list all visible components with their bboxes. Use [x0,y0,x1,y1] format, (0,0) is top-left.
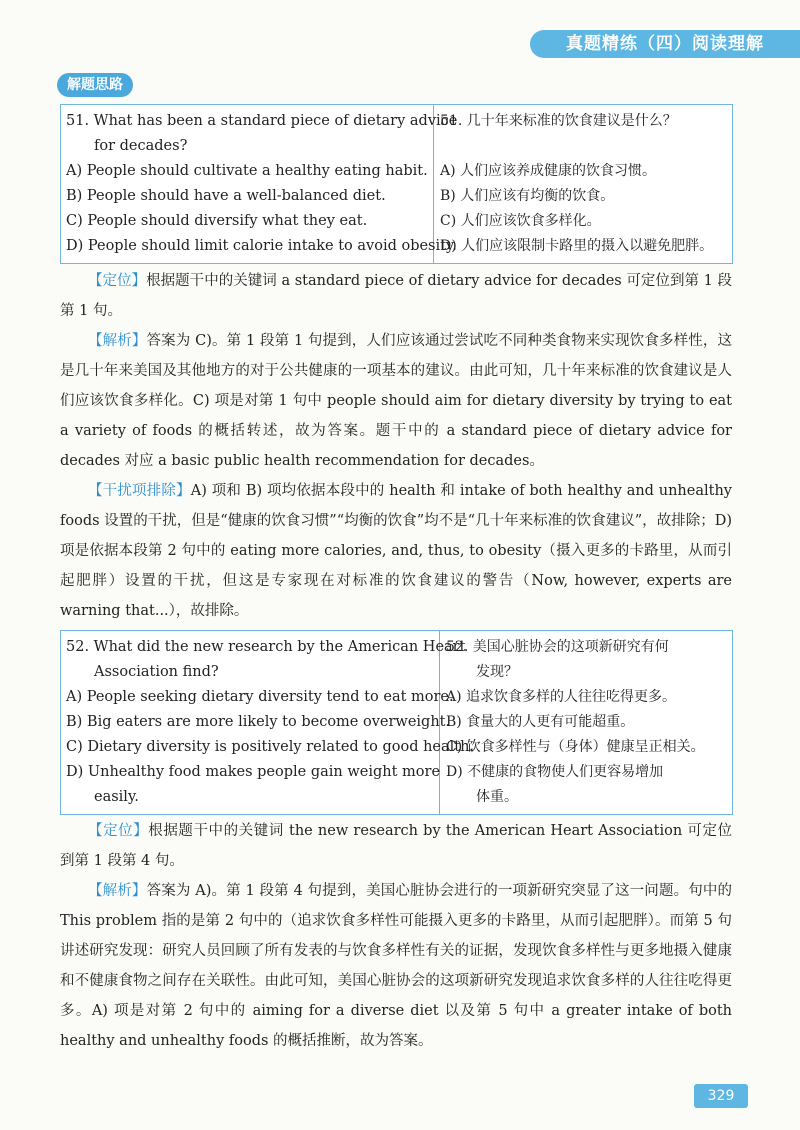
distractor-text: A) 项和 B) 项均依据本段中的 health 和 intake of both healthy and unhealthy foods 设置的干扰，但是“健康的饮食习惯”“均衡的饮食”均不是“几十年来标准的饮食建议”，故排除；D) 项是依据本段第 2 句中的 eating more calories, and, thus, to obesity（摄入更多的卡路里，从而引起肥胖）设置的干扰，但这是专家现在对标准的饮食建议的警告（Now, however, experts are warning that...），故排除。 [60,483,732,619]
option-d-cont: easily. [94,789,139,805]
option-a: A) People should cultivate a healthy eating habit. [66,163,428,179]
locate-tag: 【定位】 [88,273,147,289]
question-52-chinese [440,631,732,814]
option-b-zh: B) 食量大的人更有可能超重。 [446,714,635,730]
section-header: 真题精练（四）阅读理解 [530,30,800,58]
question-52-english [61,631,475,814]
locate-text: 根据题干中的关键词 the new research by the American Heart Association 可定位到第 1 段第 4 句。 [60,823,733,869]
locate-text: 根据题干中的关键词 a standard piece of dietary advice for decades 可定位到第 1 段第 1 句。 [60,273,733,319]
option-d: D) People should limit calorie intake to avoid obesity. [66,238,457,254]
q52-analysis-paragraph [60,876,732,1056]
question-51-chinese [434,105,732,263]
option-d: D) Unhealthy food makes people gain weight more [66,764,441,780]
analysis-tag: 【解析】 [88,333,147,349]
option-b-zh: B) 人们应该有均衡的饮食。 [440,188,615,204]
question-text-cont: Association find? [94,664,219,680]
question-52-table [60,630,733,815]
question-text-cont: for decades? [94,138,188,154]
analysis-tag: 【解析】 [88,883,147,899]
option-b: B) People should have a well-balanced diet. [66,188,386,204]
option-a-zh: A) 人们应该养成健康的饮食习惯。 [440,163,657,179]
question-text-zh-cont: 发现？ [476,664,518,680]
question-text: 51. What has been a standard piece of dietary advice [66,113,458,129]
question-51-english [61,105,458,263]
q51-analysis-paragraph [60,326,732,476]
question-text: 52. What did the new research by the American Heart [66,639,466,655]
q52-locate-paragraph [60,816,732,876]
option-c-zh: C) 饮食多样性与（身体）健康呈正相关。 [446,739,705,755]
option-d-zh: D) 人们应该限制卡路里的摄入以避免肥胖。 [440,238,714,254]
option-d-zh-cont: 体重。 [476,789,518,805]
question-text-zh: 52. 美国心脏协会的这项新研究有何 [446,639,669,655]
option-a-zh: A) 追求饮食多样的人往往吃得更多。 [446,689,677,705]
option-c: C) People should diversify what they eat. [66,213,368,229]
option-c-zh: C) 人们应该饮食多样化。 [440,213,601,229]
question-text-zh: 51. 几十年来标准的饮食建议是什么？ [440,113,677,129]
q51-distractor-paragraph [60,476,732,626]
solution-approach-badge: 解题思路 [57,73,133,97]
option-a: A) People seeking dietary diversity tend to eat more. [66,689,454,705]
analysis-text: 答案为 C)。第 1 段第 1 句提到，人们应该通过尝试吃不同种类食物来实现饮食多样性，这是几十年来美国及其他地方的对于公共健康的一项基本的建议。由此可知，几十年来标准的饮食建议是人们应该饮食多样化。C) 项是对第 1 句中 people should aim for dietary diversity by trying to eat a variety of foods 的概括转述，故为答案。题干中的 a standard piece of dietary advice for decades 对应 a basic public health recommendation for decades。 [60,333,732,469]
option-d-zh: D) 不健康的食物使人们更容易增加 [446,764,664,780]
distractor-tag: 【干扰项排除】 [88,483,191,499]
option-b: B) Big eaters are more likely to become overweight. [66,714,451,730]
analysis-text: 答案为 A)。第 1 段第 4 句提到，美国心脏协会进行的一项新研究突显了这一问题。句中的 This problem 指的是第 2 句中的（追求饮食多样性可能摄入更多的卡路里，从而引起肥胖）。而第 5 句讲述研究发现：研究人员回顾了所有发表的与饮食多样性有关的证据，发现饮食多样性与更多地摄入健康和不健康食物之间存在关联性。由此可知，美国心脏协会的这项新研究发现追求饮食多样的人往往吃得更多。A) 项是对第 2 句中的 aiming for a diverse diet 以及第 5 句中 a greater intake of both healthy and unhealthy foods 的概括推断，故为答案。 [60,883,733,1049]
locate-tag: 【定位】 [88,823,149,839]
page-number: 329 [694,1084,748,1108]
question-51-table [60,104,733,264]
q51-locate-paragraph [60,266,732,326]
option-c: C) Dietary diversity is positively related to good health. [66,739,475,755]
